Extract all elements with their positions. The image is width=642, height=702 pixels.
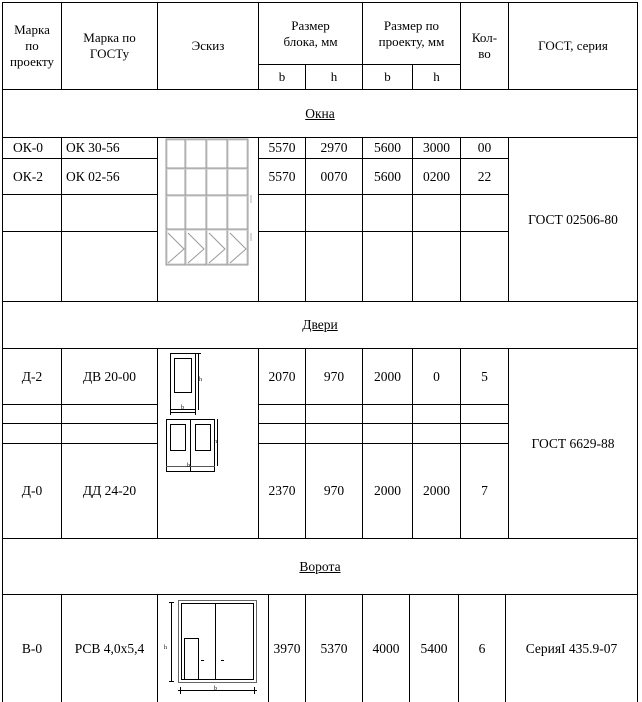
door-proj-h: 2000 [423,483,450,498]
window-proj-b: 5600 [374,140,401,155]
window-qty: 22 [477,168,492,184]
window-gost-mark: ОК 30-56 [66,140,120,155]
gate-block-b: 3970 [273,640,301,656]
gates-gost: СерияI 435.9-07 [525,640,618,656]
window-qty: 00 [477,140,492,155]
door-proj-b: 2000 [374,368,401,384]
gate-gost-mark: РСВ 4,0х5,4 [74,640,145,656]
sketch-label-b: b [214,686,217,692]
window-block-b: 5570 [268,168,296,184]
door-mark: Д-0 [21,483,43,498]
doors-gost: ГОСТ 6629-88 [531,435,615,451]
section-title-windows: Окна [305,105,335,121]
sketch-label-h: h [199,377,202,383]
header-h: h [330,69,338,84]
gate-mark: В-0 [21,640,43,656]
row-line [2,194,158,195]
header-qty: Кол- во [471,30,498,61]
gate-proj-b: 4000 [372,640,400,656]
door-block-b: 2370 [268,483,296,498]
header-gost-series: ГОСТ, серия [538,38,608,53]
header-b: b [384,69,391,84]
window-proj-b: 5600 [374,168,401,184]
door-block-h: 970 [323,368,345,384]
door-proj-h: 0 [433,368,440,384]
row-line [259,404,509,405]
row-line [2,404,158,405]
gate-sketch-icon [158,594,268,702]
row-line [259,231,509,232]
section-title-doors: Двери [302,317,338,332]
door-mark: Д-2 [21,368,43,384]
window-block-h: 0070 [320,168,348,184]
sketch-label-h: h [214,439,217,445]
window-gost-mark: ОК 02-56 [66,168,120,184]
sketch-label-b: b [187,463,190,469]
window-mark: ОК-2 [13,168,43,184]
window-block-b: 5570 [268,140,296,155]
door-proj-b: 2000 [374,483,401,498]
window-proj-h: 3000 [423,140,450,155]
windows-gost: ГОСТ 02506-80 [528,211,618,227]
header-sketch: Эскиз [191,38,225,53]
header-mark-gost: Марка по ГОСТу [83,30,136,61]
header-b: b [278,69,286,84]
header-mark-project: Марка по проекту [9,22,55,69]
sketch-label-b: b [181,405,184,411]
door-gost-mark: ДД 24-20 [82,483,137,498]
row-line [2,423,158,424]
header-h: h [433,69,440,84]
door-qty: 7 [481,483,488,498]
door-qty: 5 [481,368,488,384]
window-mark: ОК-0 [13,140,43,155]
gate-proj-h: 5400 [420,640,448,656]
door-block-b: 2070 [268,368,296,384]
door-block-h: 970 [323,483,345,498]
window-sketch-icon [158,137,258,301]
gate-block-h: 5370 [320,640,348,656]
gate-qty: 6 [478,640,486,656]
row-line [259,194,509,195]
table-border-right [637,2,638,702]
door-double-sketch-icon [158,348,258,538]
window-block-h: 2970 [320,140,348,155]
door-gost-mark: ДВ 20-00 [82,368,137,384]
sketch-label-h: h [164,645,167,651]
header-block-size: Размер блока, мм [283,17,338,49]
header-project-size: Размер по проекту, мм [378,17,445,49]
section-title-gates: Ворота [299,558,341,574]
window-proj-h: 0200 [423,168,450,184]
row-line [2,231,158,232]
row-line [259,423,509,424]
